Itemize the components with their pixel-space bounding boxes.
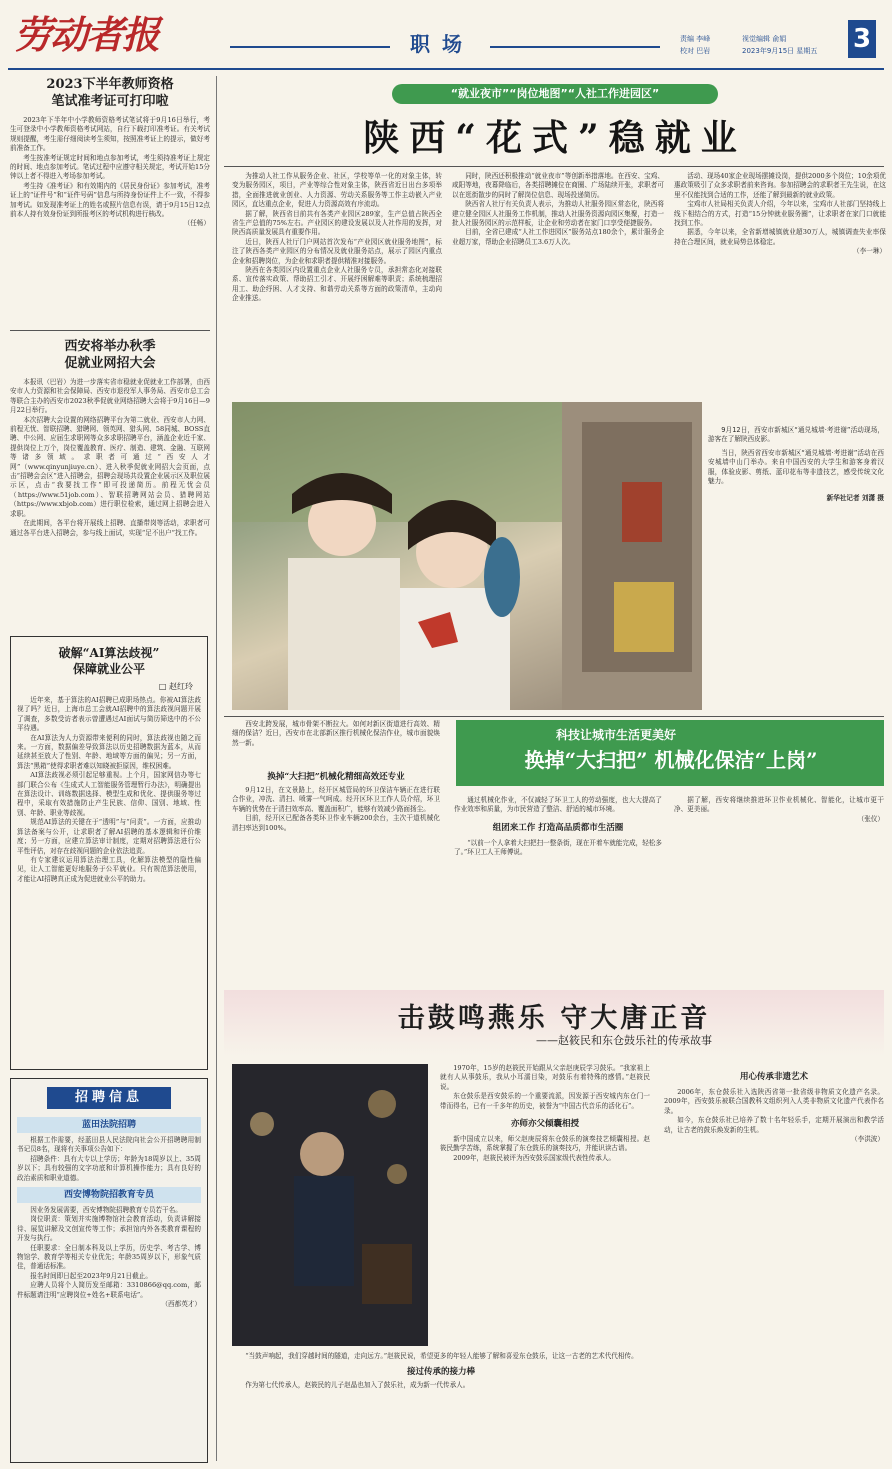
section-title: 职场 [410,32,474,56]
sweep-paragraph: 据了解，西安将继续推进环卫作业机械化、智能化，让城市更干净、更美丽。 [674,796,884,814]
divider [10,330,210,331]
recruit-sub-bar: 西安博物院招教育专员 [17,1187,201,1203]
algo-headline-line2: 保障就业公平 [72,662,145,676]
photo1-credit: 新华社记者 刘潇 摄 [826,494,884,503]
drum-paragraph: 2006年，东仓鼓乐社入选陕西省第一批省级非物质文化遗产名录。2009年，西安鼓乐被联合国教科文组织列入人类非物质文化遗产代表作名录。 [664,1088,884,1115]
exam-paragraph: 考生持《准考证》和有效期内的《居民身份证》参加考试，准考证上的“证件号”和“证件号码”信息与所持身份证件上不一致，不得参加考试。如发现准考证上的姓名或照片信息有误，请于9月15日12点前本人持有效身份证到所报考区的考试机构进行核改。 [10,181,210,219]
drum-subhead: 用心传承非遗艺术 [739,1072,808,1082]
header-divider [8,68,884,70]
sweep-subhead: 组团来工作 打造高品质都市生活圈 [492,822,624,833]
sweep-subhead: 换掉“大扫把”机械化精细高效还专业 [267,772,405,782]
photo1-caption-box [708,426,884,666]
sweep-column-3 [674,796,884,986]
drum-paragraph: 1970年，15岁的赵筱民开始跟从父亲赵庚辰学习鼓乐。“我家祖上就有人从事鼓乐，我从小耳濡目染，对鼓乐有着特殊的感情。”赵筱民说。 [440,1064,650,1091]
sweep-paragraph: 通过机械化作业，不仅减轻了环卫工人的劳动强度，也大大提高了作业效率和质量，为市民营造了整洁、舒适的城市环境。 [454,796,662,814]
masthead-rule [490,46,660,48]
drum-paragraph: 2009年，赵筱民被评为西安鼓乐国家级代表性传承人。 [453,1153,616,1162]
algo-commentary-box [10,636,208,1070]
drum-column-1 [440,1064,650,1336]
fair-article [10,338,210,618]
drum-paragraph: “当鼓声响起，我们穿越时间的隧道，走向远方。”赵筱民说，希望更多的年轻人能够了解和喜爱东仓鼓乐，让这一古老的艺术代代相传。 [245,1352,638,1360]
main-kicker: “就业夜市”“岗位地图”“人社工作进园区” [392,84,718,104]
sweep-kicker: 科技让城市生活更美好 [555,728,676,742]
recruit-header: 招聘信息 [47,1087,171,1109]
divider [224,716,884,717]
photo1-caption: 当日，陕西省西安市新城区“通兑城墙·考进谢”活动在西安城墙中山门举办。来自中国西安的大学生和游客身着汉服，体验皮影、剪纸、蓝印花布等非遗技艺，感受传统文化魅力。 [708,448,884,486]
drum-headline: 击鼓鸣燕乐 守大唐正音 [397,1003,711,1034]
drum-paragraph: 作为第七代传承人，赵筱民的儿子赵晶也加入了鼓乐社，成为新一代传承人。 [245,1381,470,1390]
masthead-rule [230,46,390,48]
proof-label: 校对 [680,47,694,55]
algo-author: □ 赵红玲 [158,682,193,691]
recruit-paragraph: 根据工作需要，经蓝田县人民法院向社会公开招聘聘用制书记员8名，现将有关事项公告如下： [17,1136,201,1154]
fair-headline-line2: 促就业网招大会 [64,356,156,371]
page-number: 3 [848,20,876,58]
exam-headline-line1: 2023下半年教师资格 [46,77,174,92]
recruit-paragraph: 招聘条件：具有大专以上学历；年龄为18周岁以上、35周岁以下；具有较强的文字功底和计算机操作能力；具有良好的政治素质和职业道德。 [17,1154,201,1182]
sweep-paragraph: 9月12日，在文景路上，经开区城管局的环卫保洁车辆正在进行联合作业，冲洗、清扫、喷雾一气呵成。经开区环卫工作人员介绍，环卫车辆的优势在于清扫效率高、覆盖面积广，能够有效减少路面扬尘。 [232,786,440,813]
recruit-paragraph: 任职要求：全日制本科及以上学历，历史学、考古学、博物馆学、教育学等相关专业优先；年龄35周岁以下，形象气质佳，普通话标准。 [17,1243,201,1271]
main-paragraph: 近日，陕西人社厅门户网站首次发布“产业园区就业服务地图”，标注了陕西各类产业园区的分布情况及就业服务站点，展示了园区内重点企业和招聘岗位，为企业和求职者提供精准对接服务。 [232,237,442,265]
main-paragraph: 为推动人社工作从服务企业、社区，学校等单一化的对象主体，转变为服务园区，项目，产业等综合性对象主体，陕西省近日出台多项举措，全面推进就业创业、人力资源、劳动关系服务等工作主动嵌入产业园区，直达重点企业，促进人力资源高效有序流动。 [232,172,442,209]
algo-paragraph: AI算法歧视必须引起足够重视。上个月，国家网信办等七部门联合公布《生成式人工智能服务管理暂行办法》，明确提出在算法设计、训练数据选择、模型生成和优化、提供服务等过程中，采取有效措施防止产生民族、信仰、国别、地域、性别、年龄、职业等歧视。 [17,771,201,817]
sweep-column-1 [232,786,440,986]
drum-column-3 [232,1352,650,1458]
drum-banner [224,990,884,1056]
fair-headline-line1: 西安将举办秋季 [64,339,156,354]
fair-paragraph: 在此期间，各平台将开展线上招聘、直播带岗等活动，求职者可通过各平台进入招聘会，参与线上面试，实现“足不出户”找工作。 [10,519,210,537]
sweep-headline: 换掉“大扫把” 机械化保洁“上岗” [524,748,818,772]
sweep-lead: 西安北跨发展，城市骨架不断拉大。如何对新区街道进行高效、精细的保洁？近日，西安市在北部新区推行机械化保洁作业，城市面貌焕然一新。 [232,720,440,747]
main-credit: （李一琳） [853,247,886,256]
exam-paragraph: 考生按准考证规定时间和地点参加考试，考生须持准考证上规定的时间、地点参加考试。笔试过程中应遵守相关规定，考试开始15分钟以上者不得进入考场参加考试。 [10,153,210,181]
main-paragraph: 据悉，今年以来，全省新增城镇就业超30万人，城镇调查失业率保持在合理区间，就业局势总体稳定。 [674,228,886,246]
sweep-paragraph: “以前一个人拿着大扫把扫一整条街，现在开着车就能完成，轻松多了。”环卫工人王师傅说。 [454,838,662,857]
design-credit [742,34,786,44]
drum-paragraph: 新中国成立以来，师父赵庚辰将东仓鼓乐的演奏技艺倾囊相授。赵筱民勤学苦练，系统掌握了东仓鼓乐的演奏技巧，并能识读古谱。 [440,1135,650,1153]
exam-headline [10,76,210,110]
drum-photo-illustration [232,1064,428,1346]
proof-credit [680,46,710,56]
main-paragraph: 目前，全省已建成“人社工作进园区”服务站点180余个，累计服务企业超万家，帮助企业招聘员工3.6万人次。 [452,228,664,246]
sweep-paragraph: 目前，经开区已配备各类环卫作业车辆200余台，主次干道机械化清扫率达到100%。 [232,814,440,832]
main-paragraph: 陕西省人社厅有关负责人表示，为推动人社服务园区常态化，陕西将建立健全园区人社服务工作机制，推动人社服务资源向园区集聚，打造一批人社服务园区的示范样板，让企业和劳动者在家门口享受便捷服务。 [452,200,664,228]
editor-label: 责编 [680,35,694,43]
sweep-banner [456,720,884,786]
exam-paragraph: 2023年下半年中小学教师资格考试笔试将于9月16日举行，考生可登录中小学教师资格考试网站，自行下载打印准考证。有关考试规则提醒，考生需仔细阅读考生须知，按照准考证上的提示，做好考前准备工作。 [10,116,210,153]
drum-paragraph: 东仓鼓乐是西安鼓乐的一个重要流派，因发源于西安城内东仓门一带而得名，已有一千多年的历史，被誉为“中国古代音乐的活化石”。 [440,1092,650,1110]
proof-name: 巴岩 [696,47,711,55]
headline-rule [224,166,884,167]
sweep-column-2 [454,796,662,986]
algo-paragraph: 规范AI算法的关键在于“透明”与“问责”。一方面，应推动算法备案与公开，让求职者了解AI招聘的基本逻辑和评价维度；另一方面，应建立算法审计制度，定期对招聘算法进行公平性评估，对存在歧视问题的企业依法追责。 [17,818,201,855]
photo-illustration [232,402,702,710]
shadow-puppet-photo [232,402,702,710]
column-divider [216,76,217,1461]
algo-paragraph: 有专家建议运用算法治理工具，化解算法模型的隐性偏见，让人工智能更好地服务于公平就业。只有规范算法使用，才能让AI招聘真正成为促进就业公平的助力。 [17,855,201,883]
main-column-1 [232,172,442,390]
algo-paragraph: 在AI算法为人力资源带来便利的同时，算法歧视也随之而来。一方面，数据偏差导致算法以历史招聘数据为蓝本，从而延续甚至放大了性别、年龄、地域等方面的偏见；另一方面，算法“黑箱”使得求职者难以知晓被拒原因，维权困难。 [17,733,201,770]
main-paragraph: 活动、现场40家企业现场摆摊设岗，提供2000多个岗位；10余项优惠政策吸引了众多求职者前来咨询。参加招聘会的求职者王先生说，在这里不仅能找到合适的工作，还能了解到最新的就业政策。 [674,172,886,199]
exam-headline-line2: 笔试准考证可打印啦 [51,94,169,109]
drum-credit: （李洪波） [851,1135,884,1144]
main-paragraph: 宝鸡市人社局相关负责人介绍，今年以来，宝鸡市人社部门坚持线上线下相结合的方式，打造“15分钟就业服务圈”，让求职者在家门口就能找到工作。 [674,200,886,228]
design-name: 俞娟 [772,35,787,43]
editor-name: 李峰 [696,35,711,43]
drum-musician-photo [232,1064,428,1346]
recruit-paragraph: 因业务发展需要，西安博物院招聘教育专员若干名。 [30,1206,182,1215]
recruit-paragraph: 应聘人员将个人简历发至邮箱：3310866@qq.com，邮件标题请注明“应聘岗位+姓名+联系电话”。 [17,1281,201,1299]
exam-credit: （任畅） [183,219,210,228]
drum-subheadline: ——赵筱民和东仓鼓乐社的传承故事 [536,1034,712,1047]
drum-paragraph: 如今，东仓鼓乐社已培养了数十名年轻乐手，定期开展演出和教学活动，让古老的鼓乐焕发新的生机。 [664,1116,884,1134]
drum-subhead: 亦师亦父倾囊相授 [510,1119,579,1130]
main-headline: 陕西“花式”稳就业 [363,117,747,159]
main-paragraph: 据了解，陕西省目前共有各类产业园区289家，生产总值占陕西全省生产总值的75%左右。产业园区的建设发展以及人社作用的发挥，对陕西高质量发展具有重要作用。 [232,209,442,237]
exam-article [10,76,210,229]
photo1-caption: 9月12日，西安市新城区“通兑城墙·考进谢”活动现场，游客在了解陕西皮影。 [708,426,884,444]
fair-paragraph: 本次招聘大会设置的网络招聘平台为第二就业、西安市人力网、前程无忧、智联招聘、猎聘网、领英网、猎头网、58同城、BOSS直聘、中公网、应届生求职网等众多求职招聘平台，涵盖企业近千家、提供岗位上万个，岗位覆盖教育、医疗、制造、建筑、金融、互联网等诸多领域。求职者可通过“西安人才网”（www.qinyunjiuye.cn）、进入秋季促就业网招大会页面，点击“招聘会会区”进入招聘会，招聘会现场共设置企业展示区及职位展示区，点击“我要找工作”即可投递简历。前程无忧会员（https://www.51job.com）、智联招聘网站会员、猎聘网站（https://www.xbjob.com）进行职位检索，通过网上招聘会进入求职。 [10,415,210,518]
drum-column-2 [664,1064,884,1458]
main-paragraph: 陕西在各类园区内设置重点企业人社服务专员，承担常态化对接联系、宣传落实政策、帮助招工引才、开展纾困解难等职责；系统梳理招用工、助企纾困、人才支持、和谐劳动关系等方面的政策清单，主动向企业推送。 [232,266,442,303]
editor-credit [680,34,710,44]
fair-paragraph: 本报讯（巴岩）为进一步落实省市稳就业促就业工作部署，由西安市人力资源和社会保障局、西安市退役军人事务局、西安市总工会等联合主办的西安市2023秋季促就业网络招聘大会将于9月16日—9月22日举行。 [10,378,210,415]
design-label: 视觉编辑 [742,35,770,43]
algo-paragraph: 近年来，基于算法的AI招聘已成职场热点。你被AI算法歧视了吗？近日，上海市总工会就AI招聘中的算法歧视问题开展了调查，多数受访者表示曾遭遇过AI面试与简历筛选中的不公平待遇。 [17,696,201,733]
main-paragraph: 同时，陕西还积极推动“就业夜市”等创新举措落地。在西安、宝鸡、咸阳等地，夜幕降临后，各类招聘摊位在商圈、广场陆续开张，求职者可以在逛街散步的同时了解岗位信息、现场投递简历。 [452,172,664,199]
issue-date: 2023年9月15日 星期五 [742,47,818,55]
main-column-2 [452,172,664,390]
sweep-lead-box [232,720,440,764]
drum-subhead: 接过传承的接力棒 [406,1367,475,1378]
recruit-credit: （西都英才） [161,1300,201,1309]
fair-headline [10,338,210,372]
algo-headline-line1: 破解“AI算法歧视” [58,646,160,660]
recruit-box [10,1078,208,1463]
masthead [0,0,892,68]
recruit-sub-bar: 蓝田法院招聘 [17,1117,201,1133]
recruit-paragraph: 报名时间即日起至2023年9月21日截止。 [30,1271,152,1280]
newspaper-logo: 劳动者报 [14,12,159,57]
sweep-credit: （张仪） [857,814,884,823]
main-column-3 [674,172,886,398]
recruit-paragraph: 岗位职责：策划并实施博物馆社会教育活动，负责讲解接待、展览讲解及文创宣传等工作；承担馆内外各类教育课程的开发与执行。 [17,1215,201,1243]
algo-headline [11,645,207,677]
